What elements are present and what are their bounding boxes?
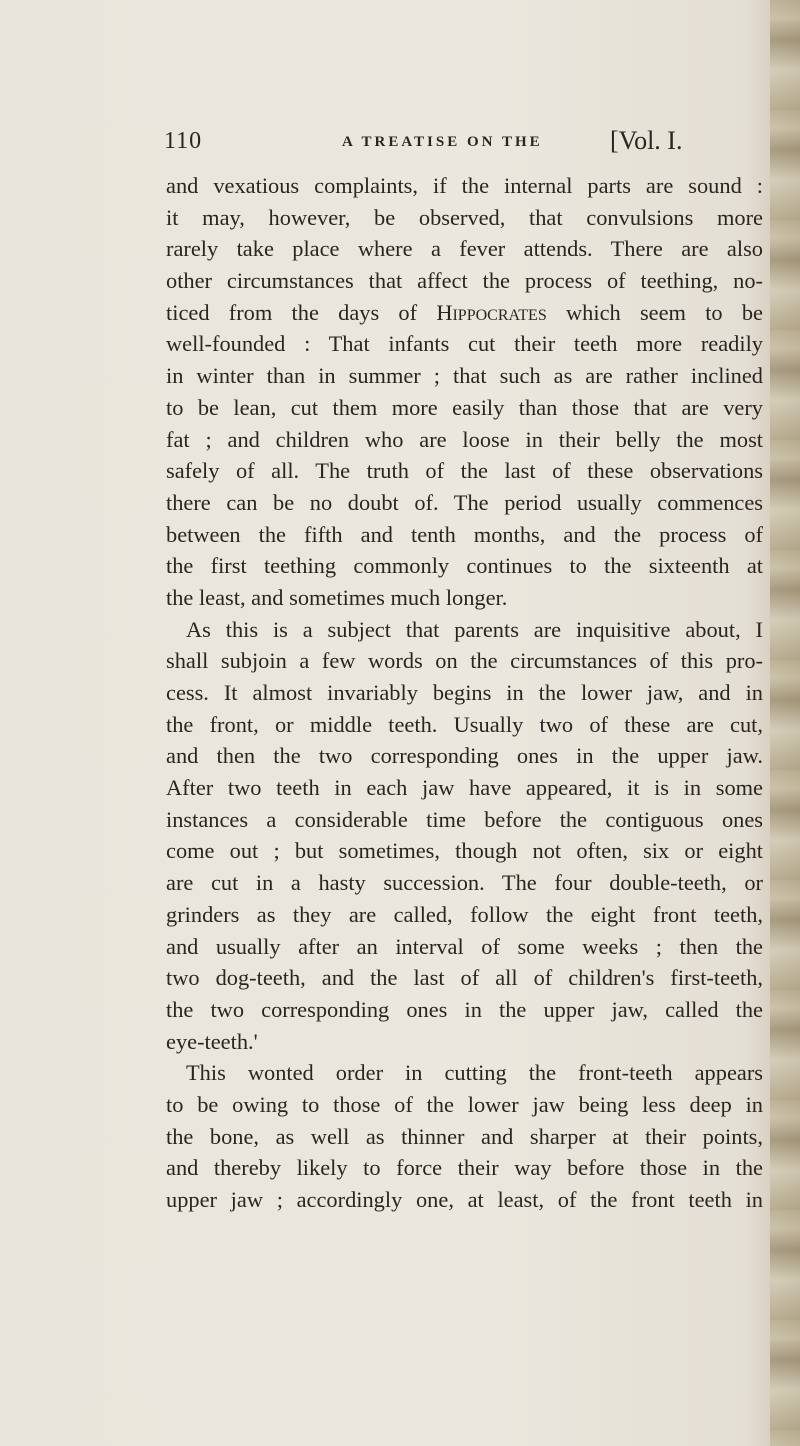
text-line: This wonted order in cutting the front-teeth appears [186, 1060, 763, 1086]
name-hippocrates: Hippocrates [436, 299, 547, 325]
volume-label: [Vol. I. [610, 126, 683, 155]
text-line: well-founded : That infants cut their teeth more readily [166, 331, 763, 357]
text-line: the two corresponding ones in the upper jaw, called the [166, 996, 763, 1022]
page-edge [770, 0, 800, 1446]
text-line: instances a considerable time before the contiguous ones [166, 806, 763, 832]
text-line: between the fifth and tenth months, and the process of [166, 521, 763, 547]
text-line: cess. It almost invariably begins in the lower jaw, and in [166, 680, 763, 705]
text-line: the front, or middle teeth. Usually two of these are cut, [166, 711, 763, 737]
text-line: to be lean, cut them more easily than those that are very [166, 394, 763, 420]
text-line: in winter than in summer ; that such as are rather inclined [166, 363, 763, 389]
text-line: ticed from the days of Hippocrates which seem to be [166, 299, 763, 325]
text-line: there can be no doubt of. The period usually commences [166, 489, 763, 515]
text-line: grinders as they are called, follow the eight front teeth, [166, 901, 763, 927]
text-line: After two teeth in each jaw have appeared, it is in some [166, 775, 763, 801]
page-header [164, 122, 764, 162]
text-line: fat ; and children who are loose in their belly the most [166, 426, 763, 452]
text-line: rarely take place where a fever attends. There are also [166, 236, 763, 262]
running-title: A TREATISE ON THE [342, 134, 543, 150]
text-line: shall subjoin a few words on the circumstances of this pro- [166, 648, 763, 674]
text-line: to be owing to those of the lower jaw being less deep in [166, 1091, 763, 1117]
text-line: the first teething commonly continues to the sixteenth at [166, 553, 763, 579]
text-line: and vexatious complaints, if the internal parts are sound : [166, 173, 763, 198]
text-line: come out ; but sometimes, though not often, six or eight [166, 838, 763, 864]
text-line: are cut in a hasty succession. The four double-teeth, or [166, 870, 763, 896]
text-line: safely of all. The truth of the last of these observations [166, 458, 763, 484]
text-line: two dog-teeth, and the last of all of children's first-teeth, [166, 965, 763, 991]
text-line: the bone, as well as thinner and sharper at their points, [166, 1123, 763, 1149]
text-line: eye-teeth.' [166, 1028, 258, 1054]
body-text [166, 170, 763, 1216]
text-line: and then the two corresponding ones in the upper jaw. [166, 743, 763, 769]
text-line: the least, and sometimes much longer. [166, 584, 508, 610]
text-line: and thereby likely to force their way before those in the [166, 1155, 763, 1181]
page-number: 110 [164, 128, 203, 154]
text-line: it may, however, be observed, that convulsions more [166, 204, 763, 230]
text-line: other circumstances that affect the process of teething, no- [166, 268, 763, 294]
text-line: upper jaw ; accordingly one, at least, of the front teeth in [166, 1187, 763, 1212]
text-line: and usually after an interval of some weeks ; then the [166, 933, 763, 959]
text-line: As this is a subject that parents are inquisitive about, I [186, 616, 763, 642]
